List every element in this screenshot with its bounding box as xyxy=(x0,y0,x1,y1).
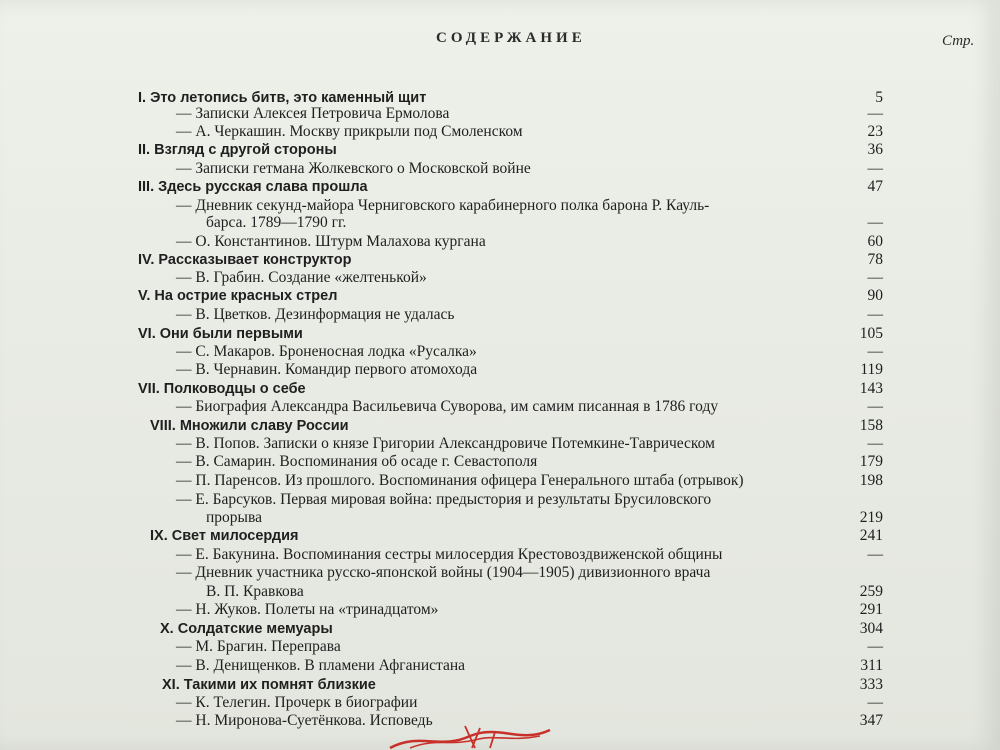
toc-page-number: — xyxy=(867,638,883,655)
toc-part-heading xyxy=(0,286,1000,306)
toc-entry-title: — В. Самарин. Воспоминания об осаде г. Севастополя xyxy=(176,453,538,470)
toc-page-number: 119 xyxy=(860,361,883,378)
toc-entry xyxy=(0,656,1000,676)
toc-entry-title: IV. Рассказывает конструктор xyxy=(138,252,352,268)
toc-entry-title: — В. Попов. Записки о князе Григории Александровиче Потемкине-Таврическом xyxy=(176,435,715,452)
toc-page-number: — xyxy=(867,269,883,286)
toc-entry xyxy=(0,545,1000,565)
toc-entry-title: — В. Грабин. Создание «желтенькой» xyxy=(176,269,427,286)
toc-entry-title: — П. Паренсов. Из прошлого. Воспоминания офицера Генерального штаба (отрывок) xyxy=(176,472,744,489)
toc-entry xyxy=(0,600,1000,620)
toc-entry-title: — В. Цветков. Дезинформация не удалась xyxy=(176,306,455,323)
toc-entry xyxy=(0,508,1000,528)
toc-entry-title: I. Это летопись битв, это каменный щит xyxy=(138,90,427,106)
toc-entry xyxy=(0,452,1000,472)
toc-entry-title: — В. Денищенков. В пламени Афганистана xyxy=(176,657,466,674)
toc-entry xyxy=(0,434,1000,454)
toc-page-number: 47 xyxy=(867,178,883,195)
toc-page-number: — xyxy=(867,214,883,231)
toc-page-number: — xyxy=(867,105,883,122)
toc-entry-title: VI. Они были первыми xyxy=(138,326,303,342)
toc-entry-title: — Дневник участника русско-японской войны (1904—1905) дивизионного врача xyxy=(176,564,711,581)
toc-entry-title: прорыва xyxy=(206,509,262,526)
toc-entry xyxy=(0,268,1000,288)
toc-entry-title: — Дневник секунд-майора Черниговского карабинерного полка барона Р. Кауль- xyxy=(176,197,710,214)
toc-entry xyxy=(0,213,1000,233)
toc-entry xyxy=(0,232,1000,252)
toc-entry-title: — Записки Алексея Петровича Ермолова xyxy=(176,105,450,122)
toc-entry xyxy=(0,122,1000,142)
toc-page-number: 179 xyxy=(859,453,883,470)
toc-entry-title: — О. Константинов. Штурм Малахова кургана xyxy=(176,233,486,250)
toc-entry xyxy=(0,471,1000,491)
toc-page-number: — xyxy=(867,398,883,415)
toc-entry-title: — Е. Барсуков. Первая мировая война: предыстория и результаты Брусиловского xyxy=(176,491,712,508)
toc-entry xyxy=(0,693,1000,713)
toc-page-number: 90 xyxy=(867,287,883,304)
toc-part-heading xyxy=(0,379,1000,399)
toc-page-number: 5 xyxy=(875,89,883,106)
toc-entry-title: VIII. Множили славу России xyxy=(150,418,349,434)
toc-page-number: 23 xyxy=(867,123,883,140)
toc-entry-title: II. Взгляд с другой стороны xyxy=(138,142,337,158)
toc-entry-title: — Е. Бакунина. Воспоминания сестры милосердия Крестовоздвиженской общины xyxy=(176,546,723,563)
toc-entry-title: VII. Полководцы о себе xyxy=(138,381,306,397)
toc-page-number: 304 xyxy=(859,620,883,637)
toc-entry-title: V. На острие красных стрел xyxy=(138,288,338,304)
toc-entry-title: — В. Чернавин. Командир первого атомохода xyxy=(176,361,478,378)
toc-page-number: 347 xyxy=(859,712,883,729)
toc-page-number: 259 xyxy=(859,583,883,600)
toc-entry-title: — С. Макаров. Броненосная лодка «Русалка» xyxy=(176,343,477,360)
toc-page-number: — xyxy=(867,546,883,563)
toc-entry-title: барса. 1789—1790 гг. xyxy=(206,214,347,231)
toc-part-heading xyxy=(0,619,1000,639)
toc-part-heading xyxy=(0,177,1000,197)
toc-entry xyxy=(0,159,1000,179)
toc-entry-title: XI. Такими их помнят близкие xyxy=(162,677,376,693)
toc-part-heading xyxy=(0,675,1000,695)
toc-part-heading xyxy=(0,324,1000,344)
toc-entry xyxy=(0,305,1000,325)
toc-page-number: 158 xyxy=(859,417,883,434)
toc-entry-title: — Записки гетмана Жолкевского о Московской войне xyxy=(176,160,531,177)
toc-page-number: — xyxy=(867,694,883,711)
toc-page-number: 333 xyxy=(859,676,883,693)
toc-part-heading xyxy=(0,140,1000,160)
toc-entry xyxy=(0,104,1000,124)
toc-entry-title: — Н. Миронова-Суетёнкова. Исповедь xyxy=(176,712,433,729)
page-column-header: Стр. xyxy=(942,33,975,49)
toc-entry-title: — К. Телегин. Прочерк в биографии xyxy=(176,694,418,711)
toc-page-number: 241 xyxy=(859,527,883,544)
toc-part-heading xyxy=(0,526,1000,546)
toc-entry-title: IX. Свет милосердия xyxy=(150,528,299,544)
toc-page-number: 198 xyxy=(859,472,883,489)
decorative-ornament xyxy=(380,722,560,750)
toc-entry xyxy=(0,397,1000,417)
toc-page-number: 78 xyxy=(867,251,883,268)
toc-entry xyxy=(0,342,1000,362)
toc-entry-title: X. Солдатские мемуары xyxy=(160,621,333,637)
toc-entry xyxy=(0,490,1000,510)
toc-page-number: — xyxy=(867,160,883,177)
toc-page-number: 291 xyxy=(859,601,883,618)
toc-page-number: 143 xyxy=(859,380,883,397)
toc-entry-title: III. Здесь русская слава прошла xyxy=(138,179,368,195)
toc-entry xyxy=(0,360,1000,380)
toc-page-number: 311 xyxy=(860,657,883,674)
toc-entry xyxy=(0,563,1000,583)
toc-entry xyxy=(0,637,1000,657)
toc-page-number: — xyxy=(867,435,883,452)
toc-page-number: — xyxy=(867,343,883,360)
page-title: СОДЕРЖАНИЕ xyxy=(436,30,586,46)
toc-part-heading xyxy=(0,416,1000,436)
toc-page-number: 60 xyxy=(867,233,883,250)
toc-entry-title: — М. Брагин. Переправа xyxy=(176,638,341,655)
toc-entry xyxy=(0,582,1000,602)
toc-entry-title: — Биография Александра Васильевича Суворова, им самим писанная в 1786 году xyxy=(176,398,719,415)
toc-entry-title: В. П. Кравкова xyxy=(206,583,304,600)
toc-page-number: — xyxy=(867,306,883,323)
toc-part-heading xyxy=(0,250,1000,270)
toc-entry-title: — А. Черкашин. Москву прикрыли под Смоленском xyxy=(176,123,523,140)
toc-page-number: 36 xyxy=(867,141,883,158)
toc-page-number: 105 xyxy=(859,325,883,342)
toc-entry-title: — Н. Жуков. Полеты на «тринадцатом» xyxy=(176,601,439,618)
toc-page-number: 219 xyxy=(859,509,883,526)
